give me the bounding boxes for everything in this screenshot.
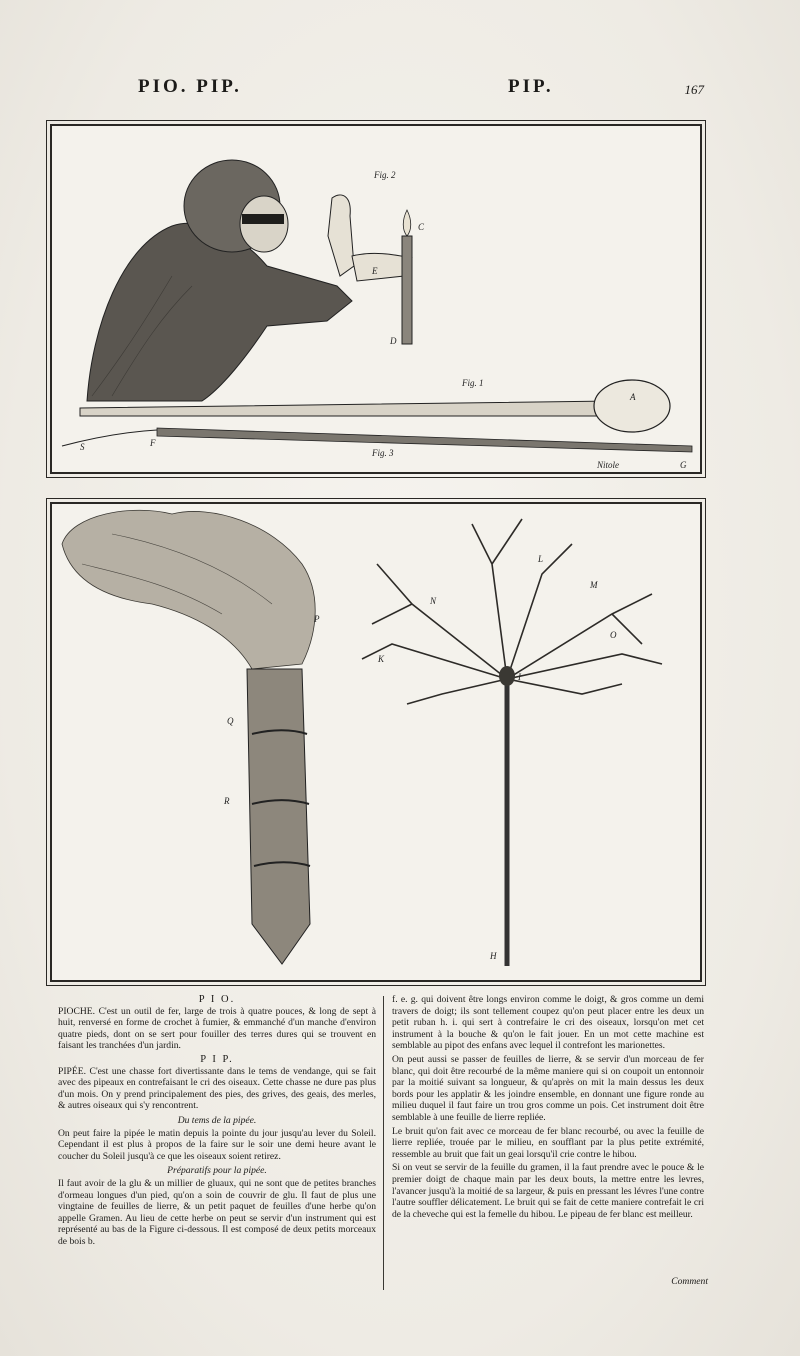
engraver-signature: Nitole (597, 460, 619, 470)
label-S: S (80, 442, 85, 452)
label-O: O (610, 630, 617, 640)
pipee-text: C'est une chasse fort divertissante dans le tems de vendange, qui se fait avec des pipeaux en contrefaisant le cri des oiseaux. Cette chasse ne dure pas plus d'un mois. On y prend principalement des pies, des grives, des geais, des merles, & autres oiseaux qui s'y rencontrent. (58, 1065, 376, 1112)
page-number: 167 (684, 82, 704, 97)
subheading-tems: Du tems de la pipée. (177, 1114, 257, 1126)
section-heading-pio: P I O. (198, 994, 236, 1005)
running-head-right: PIP. (508, 76, 554, 97)
fig-2-label: Fig. 2 (374, 170, 396, 180)
pioche-text: C'est un outil de fer, large de trois à quatre pouces, & long de sept à huit, renversé en forme de crochet à fumier, & emmanché d'un manche d'environ quatre pieds, dont on se sert pour fouiller des terres dures qui se trouvent en faisant les tranchées d'un jardin. (58, 1005, 376, 1052)
paragraph-gramen: Si on veut se servir de la feuille du gramen, il la faut prendre avec le pouce & le premier doigt de chaque main par les deux bouts, la mettre entre les levres, l'avancer jusqu'à la moitié de sa largeur, & puis en pressant les lévres l'une contre l'autre souffler délicatement. Le bruit qui se fait de cette maniere contrefait le cri de la cheveche qui est la femelle du hibou. Le pipeau de fer blanc est meilleur. (392, 1162, 704, 1220)
label-M: M (590, 580, 598, 590)
label-C: C (418, 222, 425, 232)
branch-tree-figure (362, 519, 662, 966)
straw-bundle-figure (247, 669, 310, 964)
right-text-column (392, 994, 704, 1222)
label-H: H (490, 951, 497, 961)
fig-3-label: Fig. 3 (372, 448, 394, 458)
engraving-tools-illustration (52, 126, 700, 472)
engraving-pipee-illustration (52, 504, 700, 980)
engraving-plate-tools (50, 124, 702, 474)
subheading-preparatifs: Préparatifs pour la pipée. (167, 1165, 267, 1177)
paragraph-instrument: f. e. g. qui doivent être longs environ comme le doigt, & gros comme un demi travers de doigt; ils sont tellement coupez qu'on peut placer entre les deux un petit ruban h. i. qui sert à contrefaire le cri des oiseaux, lorsqu'on met cet instrument à la bouche & qu'on le fait jouer. En un mot cette machine est semblable au pipot des enfans avec lequel il contrefont les marionettes. (392, 994, 704, 1052)
paragraph-bruit: Le bruit qu'on fait avec ce morceau de fer blanc recourbé, ou avec la feuille de lierre repliée, trouée par le milieu, en soufflant par la plus petite extrémité, ressemble au bruit que fait un geai lorsqu'il crie contre le hibou. (392, 1125, 704, 1160)
label-R: R (224, 796, 230, 806)
catchword: Comment (671, 1276, 708, 1287)
section-heading-pip: P I P. (200, 1053, 234, 1065)
label-G: G (680, 460, 687, 470)
label-E: E (372, 266, 378, 276)
label-I: I (518, 672, 521, 682)
engraving-plate-pipee (50, 502, 702, 982)
label-L: L (538, 554, 544, 564)
candle-figure (402, 210, 412, 344)
pioche-paragraph (58, 1006, 376, 1052)
label-K: K (378, 654, 385, 664)
label-F: F (150, 438, 156, 448)
label-D: D (390, 336, 397, 346)
column-divider (383, 996, 384, 1290)
preparatifs-paragraph: Il faut avoir de la glu & un millier de gluaux, qui ne sont que de petites branches d'ormeau longues d'un pied, qu'on a soin de couvrir de glu. Il faut de plus une vingtaine de feuilles de lierre, & un petit paquet de feuilles d'une herbe qu'on appelle Gramen. Au lieu de cette herbe on peut se servir d'un instrument qui est représenté au bas de la Figure ci-dessous. Il est composé de deux petits morceaux de bois b. (58, 1177, 376, 1247)
smoke-figure (62, 510, 315, 669)
label-Q: Q (227, 716, 234, 726)
left-text-column (58, 994, 376, 1249)
pipee-paragraph (58, 1066, 376, 1112)
label-N: N (430, 596, 437, 606)
tems-paragraph: On peut faire la pipée le matin depuis la pointe du jour jusqu'au lever du Soleil. Cependant il est plus à propos de la faire sur le soir une demi heure avant le coucher du Soleil jusqu'à ce que les oiseaux soient retirez. (58, 1127, 376, 1162)
pioche-entry-word: PIOCHE. (58, 1005, 96, 1017)
man-figure (87, 160, 412, 401)
paragraph-fer-blanc: On peut aussi se passer de feuilles de lierre, & se servir d'un morceau de fer blanc, qui doit être recourbé de la même maniere qui si on coupoit un entonnoir par la moitié suivant sa longueur, & qu'après on mit la main dessus les deux bords pour les applatir & les joindre ensemble, en donnant une figure ronde au milieu duquel il faut faire un trou gros comme un pois. Cet instrument doit être semblable à une feuille de lierre repliée. (392, 1053, 704, 1123)
label-A: A (630, 392, 636, 402)
fig-1-label: Fig. 1 (462, 378, 484, 388)
label-P: P (314, 614, 320, 624)
pipee-entry-word: PIPÉE. (58, 1065, 86, 1077)
running-head-left: PIO. PIP. (138, 76, 242, 97)
